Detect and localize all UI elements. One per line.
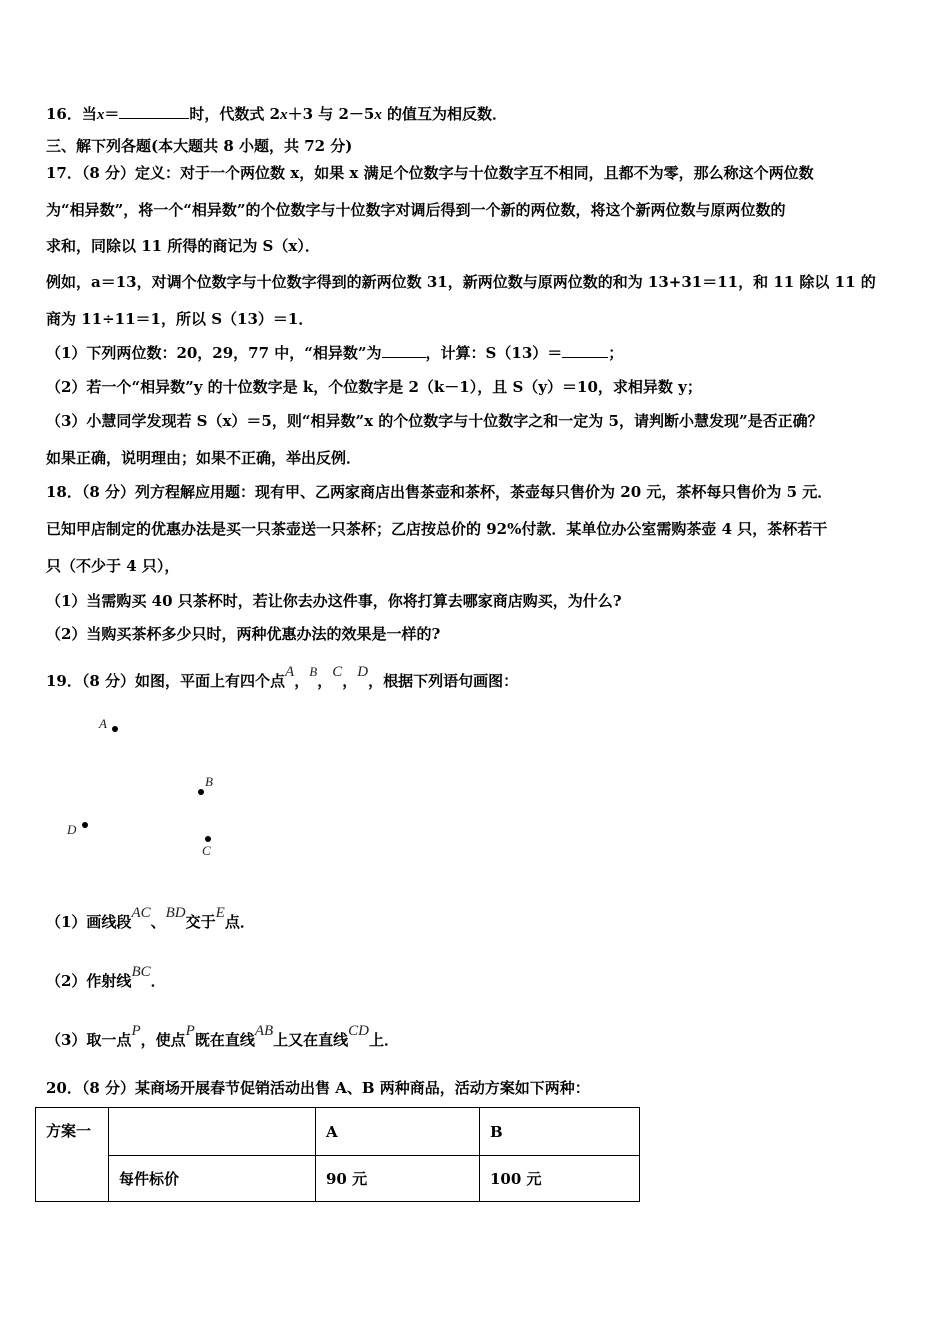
q17-blank-1[interactable] [382,343,426,358]
table-row [36,1108,640,1156]
q17-part-2: （2）若一个“相异数”y 的十位数字是 k，个位数字是 2（k－1），且 S（y）＝10，求相异数 y； [46,378,702,396]
q20-stem: 20．（8 分）某商场开展春节促销活动出售 A、B 两种商品，活动方案如下两种： [46,1079,590,1097]
q16-mid: ＋3 与 2－5 [287,105,375,123]
q18-part-2: （2）当购买茶杯多少只时，两种优惠办法的效果是一样的? [46,625,441,643]
question-16 [46,104,507,125]
q19-part-3-mid1: ，使点 [140,1031,186,1049]
q19-part-2-prefix: （2）作射线 [46,972,132,990]
q19-ray-bc: BC [131,964,151,980]
q17-blank-2[interactable] [562,343,608,358]
q19-part-1-suffix: 点． [224,913,255,931]
q19-comma-3: ， [342,672,358,690]
q18-line-3: 只（不少于 4 只）， [46,557,180,575]
q17-part-1-end: ； [608,344,624,362]
q17-part-1-mid: ，计算：S（13）＝ [425,344,563,362]
q18-part-1: （1）当需购买 40 只茶杯时，若让你去办这件事，你将打算去哪家商店购买，为什么? [46,592,622,610]
q19-point-c: C [332,664,343,680]
q19-point-d: D [357,664,369,680]
q19-stem [46,664,519,692]
q18-line-2: 已知甲店制定的优惠办法是买一只茶壶送一只茶杯；乙店按总价的 92%付款．某单位办公室需购茶壶 4 只，茶杯若干 [46,520,828,538]
q19-part-1 [46,905,255,933]
q19-prefix: 19．（8 分）如图，平面上有四个点 [46,672,286,690]
q19-segment-ac: AC [131,905,151,921]
q18-line-1: 18．（8 分）列方程解应用题：现有甲、乙两家商店出售茶壶和茶杯，茶壶每只售价为 20 元，茶杯每只售价为 5 元． [46,483,833,501]
table-row [36,1156,640,1202]
q19-suffix: ，根据下列语句画图： [368,672,519,690]
q19-part-3-mid3: 上又在直线 [273,1031,349,1049]
q16-var-x2: x [280,107,288,123]
q19-separator: 、 [150,913,166,931]
figure-label-b: B [205,774,213,789]
q16-after-blank: 时，代数式 2 [189,105,281,123]
q19-point-p-2: P [185,1023,195,1039]
q17-part-3: （3）小慧同学发现若 S（x）＝5，则“相异数”x 的个位数字与十位数字之和一定为 5，请判断小慧发现”是否正确？ [46,412,823,430]
q19-part-2-suffix: ． [150,972,166,990]
q19-line-ab: AB [254,1023,274,1039]
q19-part-3-prefix: （3）取一点 [46,1031,132,1049]
q19-point-e: E [215,905,225,921]
q19-point-b: B [309,664,318,679]
q16-var-x: x [96,107,105,123]
q19-part-3 [46,1023,400,1051]
q17-line-5: 商为 11÷11＝1，所以 S（13）＝1． [46,310,314,328]
q19-point-p: P [131,1023,141,1039]
q16-answer-blank[interactable] [119,104,189,119]
row-label-price: 每件标价 [109,1156,316,1202]
q19-part-3-mid2: 既在直线 [194,1031,255,1049]
figure-label-a: A [99,716,107,731]
figure-point-d [82,822,88,828]
q19-comma-1: ， [294,672,310,690]
q19-part-1-prefix: （1）画线段 [46,913,132,931]
q17-part-3-cont: 如果正确，说明理由；如果不正确，举出反例． [46,449,362,467]
q17-part-1-text: （1）下列两位数：20，29，77 中，“相异数”为 [46,344,382,362]
table-header-a: A [316,1108,480,1156]
q19-line-cd: CD [348,1023,370,1039]
section-3-heading: 三、解下列各题(本大题共 8 小题，共 72 分) [46,137,353,155]
figure-label-c: C [202,843,211,858]
q16-prefix: 16．当 [46,105,97,123]
table-header-b: B [480,1108,640,1156]
figure-point-a [112,726,118,732]
price-b-cell: 100 元 [480,1156,640,1202]
q17-line-2: 为“相异数”，将一个“相异数”的个位数字与十位数字对调后得到一个新的两位数，将这个新两位数与原两位数的 [46,201,786,219]
price-a-cell: 90 元 [316,1156,480,1202]
q19-part-3-suffix: 上． [369,1031,400,1049]
q19-part-1-mid: 交于 [185,913,216,931]
q17-line-3: 求和，同除以 11 所得的商记为 S（x）． [46,237,320,255]
q19-part-2 [46,964,166,992]
figure-label-d: D [67,822,77,837]
q17-line-4: 例如，a＝13，对调个位数字与十位数字得到的新两位数 31，新两位数与原两位数的和为 13+31＝11，和 11 除以 11 的 [46,273,876,291]
table-cell-empty [109,1108,316,1156]
q17-part-1 [46,343,623,363]
q17-line-1: 17．（8 分）定义：对于一个两位数 x，如果 x 满足个位数字与十位数字互不相同，且都不为零，那么称这个两位数 [46,164,814,182]
q19-point-a: A [285,664,295,680]
figure-point-b [198,789,204,795]
q19-comma-2: ， [317,672,333,690]
plan-label-cell: 方案一 [36,1108,109,1202]
plan-table [35,1107,640,1202]
q19-segment-bd: BD [165,905,186,921]
q16-var-x3: x [374,107,382,123]
q16-eq: ＝ [104,105,120,123]
figure-point-c [205,836,211,842]
q16-suffix: 的值互为相反数． [381,105,508,123]
